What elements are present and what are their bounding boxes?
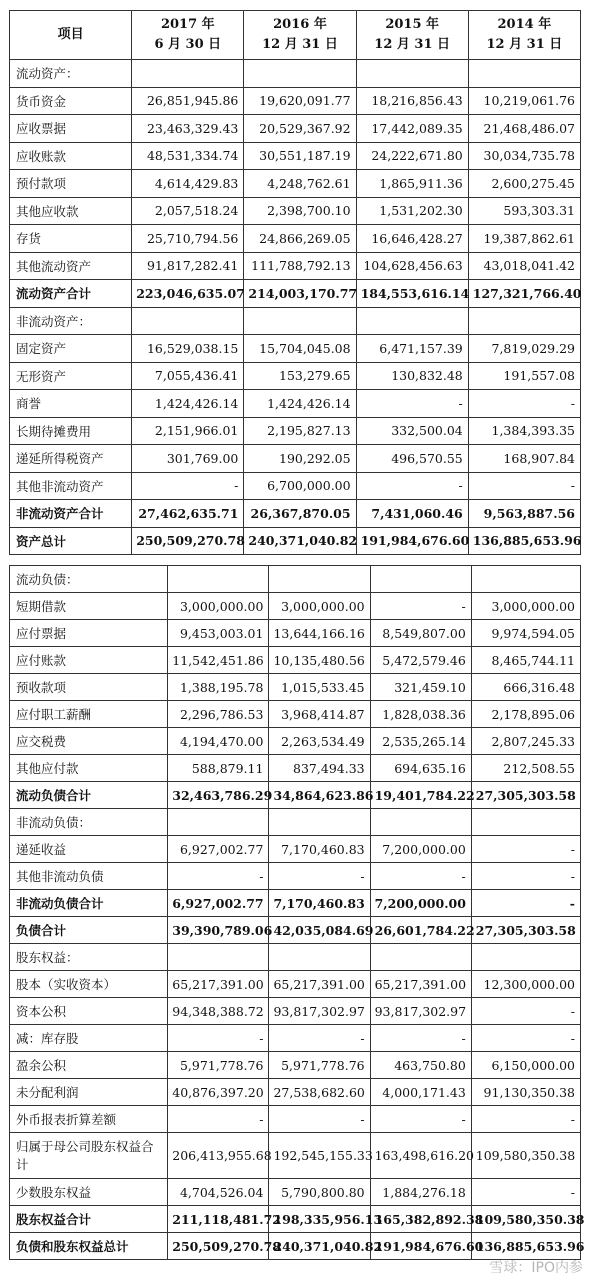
value-cell: -: [468, 472, 580, 500]
value-cell: 5,472,579.46: [370, 647, 471, 674]
value-cell: [370, 566, 471, 593]
table-row: [10, 1233, 581, 1260]
value-cell: 2,600,275.45: [468, 170, 580, 198]
value-cell: 30,034,735.78: [468, 142, 580, 170]
table-row: [10, 917, 581, 944]
value-cell: -: [269, 1025, 370, 1052]
table-row: [10, 197, 581, 225]
value-cell: [244, 60, 356, 88]
value-cell: 240,371,040.82: [269, 1233, 370, 1260]
value-cell: 32,463,786.29: [168, 782, 269, 809]
row-label: 资产总计: [10, 527, 132, 555]
table-row: [10, 647, 581, 674]
table-row: [10, 417, 581, 445]
row-label: 非流动负债：: [10, 809, 168, 836]
value-cell: 2,178,895.06: [471, 701, 580, 728]
period-header: [356, 11, 468, 60]
value-cell: 30,551,187.19: [244, 142, 356, 170]
value-cell: 109,580,350.38: [471, 1206, 580, 1233]
value-cell: 1,424,426.14: [132, 390, 244, 418]
value-cell: 191,984,676.60: [370, 1233, 471, 1260]
value-cell: 1,531,202.30: [356, 197, 468, 225]
asset-table: [9, 10, 581, 555]
row-label: 股东权益合计: [10, 1206, 168, 1233]
period-year: 2016 年: [273, 17, 327, 32]
row-label: 存货: [10, 225, 132, 253]
table-row: [10, 1133, 581, 1179]
table-row: [10, 755, 581, 782]
value-cell: 7,431,060.46: [356, 500, 468, 528]
value-cell: 8,465,744.11: [471, 647, 580, 674]
value-cell: [244, 307, 356, 335]
value-cell: 332,500.04: [356, 417, 468, 445]
value-cell: 6,471,157.39: [356, 335, 468, 363]
row-label: 非流动资产：: [10, 307, 132, 335]
value-cell: -: [471, 863, 580, 890]
value-cell: [471, 944, 580, 971]
value-cell: 27,305,303.58: [471, 917, 580, 944]
value-cell: 5,790,800.80: [269, 1179, 370, 1206]
row-label: 股东权益：: [10, 944, 168, 971]
value-cell: 27,462,635.71: [132, 500, 244, 528]
table-row: [10, 998, 581, 1025]
value-cell: 2,195,827.13: [244, 417, 356, 445]
value-cell: 2,398,700.10: [244, 197, 356, 225]
value-cell: 2,535,265.14: [370, 728, 471, 755]
row-label: 流动资产：: [10, 60, 132, 88]
table-row: [10, 307, 581, 335]
value-cell: 40,876,397.20: [168, 1079, 269, 1106]
row-label: 货币资金: [10, 87, 132, 115]
value-cell: [132, 307, 244, 335]
liability-body: [10, 566, 585, 1260]
value-cell: 192,545,155.33: [269, 1133, 370, 1179]
period-year: 2014 年: [497, 17, 552, 32]
table-row: [10, 890, 581, 917]
value-cell: 19,620,091.77: [244, 87, 356, 115]
value-cell: 65,217,391.00: [269, 971, 370, 998]
period-year: 2017 年: [160, 17, 215, 32]
row-label: 应收账款: [10, 142, 132, 170]
value-cell: -: [168, 1025, 269, 1052]
table-row: [10, 593, 581, 620]
table-row: [10, 252, 581, 280]
row-label: 预付款项: [10, 170, 132, 198]
value-cell: 6,927,002.77: [168, 890, 269, 917]
value-cell: 250,509,270.78: [168, 1233, 269, 1260]
value-cell: -: [269, 863, 370, 890]
value-cell: 163,498,616.20: [370, 1133, 471, 1179]
value-cell: 2,263,534.49: [269, 728, 370, 755]
period-date: 12 月 31 日: [374, 37, 451, 52]
value-cell: [468, 60, 580, 88]
value-cell: 214,003,170.77: [244, 280, 356, 308]
value-cell: 198,335,956.13: [269, 1206, 370, 1233]
row-label: 减：库存股: [10, 1025, 168, 1052]
value-cell: 15,704,045.08: [244, 335, 356, 363]
table-row: [10, 674, 581, 701]
value-cell: 184,553,616.14: [356, 280, 468, 308]
row-label: 负债合计: [10, 917, 168, 944]
table-row: [10, 390, 581, 418]
value-cell: 3,000,000.00: [471, 593, 580, 620]
value-cell: 1,884,276.18: [370, 1179, 471, 1206]
table-row: [10, 445, 581, 473]
row-label: 流动资产合计: [10, 280, 132, 308]
table-row: [10, 472, 581, 500]
row-label: 应付票据: [10, 620, 168, 647]
row-label: 预收款项: [10, 674, 168, 701]
row-label: 非流动负债合计: [10, 890, 168, 917]
value-cell: 23,463,329.43: [132, 115, 244, 143]
value-cell: -: [269, 1106, 370, 1133]
table-row: [10, 782, 581, 809]
value-cell: 11,542,451.86: [168, 647, 269, 674]
table-row: [10, 836, 581, 863]
value-cell: 212,508.55: [471, 755, 580, 782]
value-cell: 111,788,792.13: [244, 252, 356, 280]
table-row: [10, 1052, 581, 1079]
value-cell: [468, 307, 580, 335]
value-cell: 190,292.05: [244, 445, 356, 473]
row-label: 未分配利润: [10, 1079, 168, 1106]
table-row: [10, 115, 581, 143]
period-header: [468, 11, 580, 60]
period-date: 6 月 30 日: [154, 37, 222, 52]
value-cell: 9,563,887.56: [468, 500, 580, 528]
value-cell: -: [471, 890, 580, 917]
value-cell: 666,316.48: [471, 674, 580, 701]
value-cell: 24,866,269.05: [244, 225, 356, 253]
value-cell: 1,384,393.35: [468, 417, 580, 445]
table-row: [10, 566, 581, 593]
value-cell: 4,000,171.43: [370, 1079, 471, 1106]
value-cell: -: [356, 390, 468, 418]
value-cell: -: [471, 1025, 580, 1052]
value-cell: 91,130,350.38: [471, 1079, 580, 1106]
value-cell: 211,118,481.72: [168, 1206, 269, 1233]
row-label: 无形资产: [10, 362, 132, 390]
value-cell: 7,819,029.29: [468, 335, 580, 363]
value-cell: -: [370, 1025, 471, 1052]
row-label: 流动负债合计: [10, 782, 168, 809]
value-cell: 136,885,653.96: [468, 527, 580, 555]
value-cell: -: [471, 1179, 580, 1206]
row-label: 其他应收款: [10, 197, 132, 225]
value-cell: 19,387,862.61: [468, 225, 580, 253]
value-cell: 4,614,429.83: [132, 170, 244, 198]
period-date: 12 月 31 日: [486, 37, 563, 52]
row-label: 资本公积: [10, 998, 168, 1025]
value-cell: [370, 944, 471, 971]
row-label: 其他非流动负债: [10, 863, 168, 890]
row-label: 盈余公积: [10, 1052, 168, 1079]
value-cell: [471, 566, 580, 593]
value-cell: 65,217,391.00: [168, 971, 269, 998]
period-year: 2015 年: [385, 17, 440, 32]
table-row: [10, 87, 581, 115]
value-cell: 42,035,084.69: [269, 917, 370, 944]
value-cell: 27,538,682.60: [269, 1079, 370, 1106]
table-row: [10, 701, 581, 728]
value-cell: 1,015,533.45: [269, 674, 370, 701]
row-label: 归属于母公司股东权益合计: [10, 1133, 168, 1179]
value-cell: 153,279.65: [244, 362, 356, 390]
value-cell: 837,494.33: [269, 755, 370, 782]
row-label: 非流动资产合计: [10, 500, 132, 528]
period-header: [132, 11, 244, 60]
table-row: [10, 1206, 581, 1233]
value-cell: 5,971,778.76: [168, 1052, 269, 1079]
value-cell: 168,907.84: [468, 445, 580, 473]
value-cell: 1,424,426.14: [244, 390, 356, 418]
value-cell: 12,300,000.00: [471, 971, 580, 998]
value-cell: 91,817,282.41: [132, 252, 244, 280]
value-cell: 48,531,334.74: [132, 142, 244, 170]
value-cell: -: [468, 390, 580, 418]
table-row: [10, 971, 581, 998]
value-cell: -: [168, 863, 269, 890]
value-cell: 43,018,041.42: [468, 252, 580, 280]
value-cell: 191,557.08: [468, 362, 580, 390]
value-cell: -: [370, 863, 471, 890]
value-cell: 10,219,061.76: [468, 87, 580, 115]
row-label: 股本（实收资本）: [10, 971, 168, 998]
period-date: 12 月 31 日: [262, 37, 338, 52]
value-cell: 6,700,000.00: [244, 472, 356, 500]
value-cell: 206,413,955.68: [168, 1133, 269, 1179]
value-cell: 17,442,089.35: [356, 115, 468, 143]
value-cell: 4,704,526.04: [168, 1179, 269, 1206]
value-cell: 20,529,367.92: [244, 115, 356, 143]
row-label: 外币报表折算差额: [10, 1106, 168, 1133]
value-cell: 1,828,038.36: [370, 701, 471, 728]
table-row: [10, 142, 581, 170]
table-row: [10, 863, 581, 890]
liability-equity-table: [9, 565, 585, 1260]
table-row: [10, 225, 581, 253]
value-cell: [269, 944, 370, 971]
value-cell: [356, 60, 468, 88]
row-label: 少数股东权益: [10, 1179, 168, 1206]
value-cell: 93,817,302.97: [269, 998, 370, 1025]
value-cell: 240,371,040.82: [244, 527, 356, 555]
value-cell: 26,601,784.22: [370, 917, 471, 944]
table-row: [10, 527, 581, 555]
row-label: 长期待摊费用: [10, 417, 132, 445]
value-cell: 191,984,676.60: [356, 527, 468, 555]
value-cell: 301,769.00: [132, 445, 244, 473]
value-cell: 223,046,635.07: [132, 280, 244, 308]
value-cell: -: [356, 472, 468, 500]
value-cell: 16,529,038.15: [132, 335, 244, 363]
row-label: 递延收益: [10, 836, 168, 863]
value-cell: 4,194,470.00: [168, 728, 269, 755]
value-cell: 588,879.11: [168, 755, 269, 782]
value-cell: 7,170,460.83: [269, 836, 370, 863]
value-cell: [168, 566, 269, 593]
value-cell: 136,885,653.96: [471, 1233, 580, 1260]
table-row: [10, 1025, 581, 1052]
value-cell: 65,217,391.00: [370, 971, 471, 998]
value-cell: 3,968,414.87: [269, 701, 370, 728]
value-cell: [168, 944, 269, 971]
table-row: [10, 335, 581, 363]
value-cell: 2,296,786.53: [168, 701, 269, 728]
row-label: 负债和股东权益总计: [10, 1233, 168, 1260]
table-row: [10, 362, 581, 390]
value-cell: 694,635.16: [370, 755, 471, 782]
value-cell: 2,151,966.01: [132, 417, 244, 445]
value-cell: 7,055,436.41: [132, 362, 244, 390]
value-cell: 27,305,303.58: [471, 782, 580, 809]
row-label: 应交税费: [10, 728, 168, 755]
value-cell: 321,459.10: [370, 674, 471, 701]
table-row: [10, 280, 581, 308]
table-row: [10, 728, 581, 755]
table-row: [10, 60, 581, 88]
asset-body: [10, 60, 581, 555]
table-row: [10, 1106, 581, 1133]
value-cell: 26,851,945.86: [132, 87, 244, 115]
value-cell: 39,390,789.06: [168, 917, 269, 944]
value-cell: 93,817,302.97: [370, 998, 471, 1025]
row-label: 其他应付款: [10, 755, 168, 782]
table-row: [10, 944, 581, 971]
row-label: 其他非流动资产: [10, 472, 132, 500]
value-cell: 165,382,892.38: [370, 1206, 471, 1233]
value-cell: 26,367,870.05: [244, 500, 356, 528]
value-cell: 8,549,807.00: [370, 620, 471, 647]
value-cell: 496,570.55: [356, 445, 468, 473]
value-cell: 3,000,000.00: [168, 593, 269, 620]
item-header: 项目: [10, 11, 132, 60]
value-cell: 19,401,784.22: [370, 782, 471, 809]
table-row: [10, 620, 581, 647]
value-cell: 3,000,000.00: [269, 593, 370, 620]
value-cell: 1,388,195.78: [168, 674, 269, 701]
period-header: [244, 11, 356, 60]
table-row: [10, 500, 581, 528]
row-label: 固定资产: [10, 335, 132, 363]
table-row: [10, 1179, 581, 1206]
value-cell: 5,971,778.76: [269, 1052, 370, 1079]
watermark: 雪球：IPO内参: [489, 1260, 583, 1276]
value-cell: [471, 809, 580, 836]
table-row: [10, 1079, 581, 1106]
value-cell: 16,646,428.27: [356, 225, 468, 253]
row-label: 商誉: [10, 390, 132, 418]
value-cell: 13,644,166.16: [269, 620, 370, 647]
value-cell: [168, 809, 269, 836]
value-cell: [132, 60, 244, 88]
value-cell: -: [132, 472, 244, 500]
value-cell: -: [471, 998, 580, 1025]
value-cell: -: [168, 1106, 269, 1133]
table-row: [10, 809, 581, 836]
value-cell: 109,580,350.38: [471, 1133, 580, 1179]
value-cell: 593,303.31: [468, 197, 580, 225]
value-cell: 25,710,794.56: [132, 225, 244, 253]
value-cell: 6,150,000.00: [471, 1052, 580, 1079]
row-label: 递延所得税资产: [10, 445, 132, 473]
value-cell: [269, 809, 370, 836]
value-cell: 2,807,245.33: [471, 728, 580, 755]
value-cell: 250,509,270.78: [132, 527, 244, 555]
value-cell: 1,865,911.36: [356, 170, 468, 198]
value-cell: -: [370, 1106, 471, 1133]
value-cell: -: [471, 836, 580, 863]
value-cell: 7,200,000.00: [370, 836, 471, 863]
value-cell: -: [471, 1106, 580, 1133]
value-cell: 18,216,856.43: [356, 87, 468, 115]
value-cell: 127,321,766.40: [468, 280, 580, 308]
value-cell: 2,057,518.24: [132, 197, 244, 225]
value-cell: 6,927,002.77: [168, 836, 269, 863]
table-row: [10, 170, 581, 198]
value-cell: 10,135,480.56: [269, 647, 370, 674]
value-cell: -: [370, 593, 471, 620]
value-cell: [356, 307, 468, 335]
value-cell: 34,864,623.86: [269, 782, 370, 809]
row-label: 其他流动资产: [10, 252, 132, 280]
row-label: 应付账款: [10, 647, 168, 674]
value-cell: 24,222,671.80: [356, 142, 468, 170]
value-cell: 94,348,388.72: [168, 998, 269, 1025]
value-cell: 4,248,762.61: [244, 170, 356, 198]
value-cell: 9,974,594.05: [471, 620, 580, 647]
value-cell: 463,750.80: [370, 1052, 471, 1079]
row-label: 流动负债：: [10, 566, 168, 593]
value-cell: [269, 566, 370, 593]
value-cell: 21,468,486.07: [468, 115, 580, 143]
value-cell: 130,832.48: [356, 362, 468, 390]
row-label: 短期借款: [10, 593, 168, 620]
row-label: 应收票据: [10, 115, 132, 143]
value-cell: 7,170,460.83: [269, 890, 370, 917]
value-cell: [370, 809, 471, 836]
row-label: 应付职工薪酬: [10, 701, 168, 728]
header-row: [10, 11, 581, 60]
value-cell: 9,453,003.01: [168, 620, 269, 647]
value-cell: 7,200,000.00: [370, 890, 471, 917]
value-cell: 104,628,456.63: [356, 252, 468, 280]
